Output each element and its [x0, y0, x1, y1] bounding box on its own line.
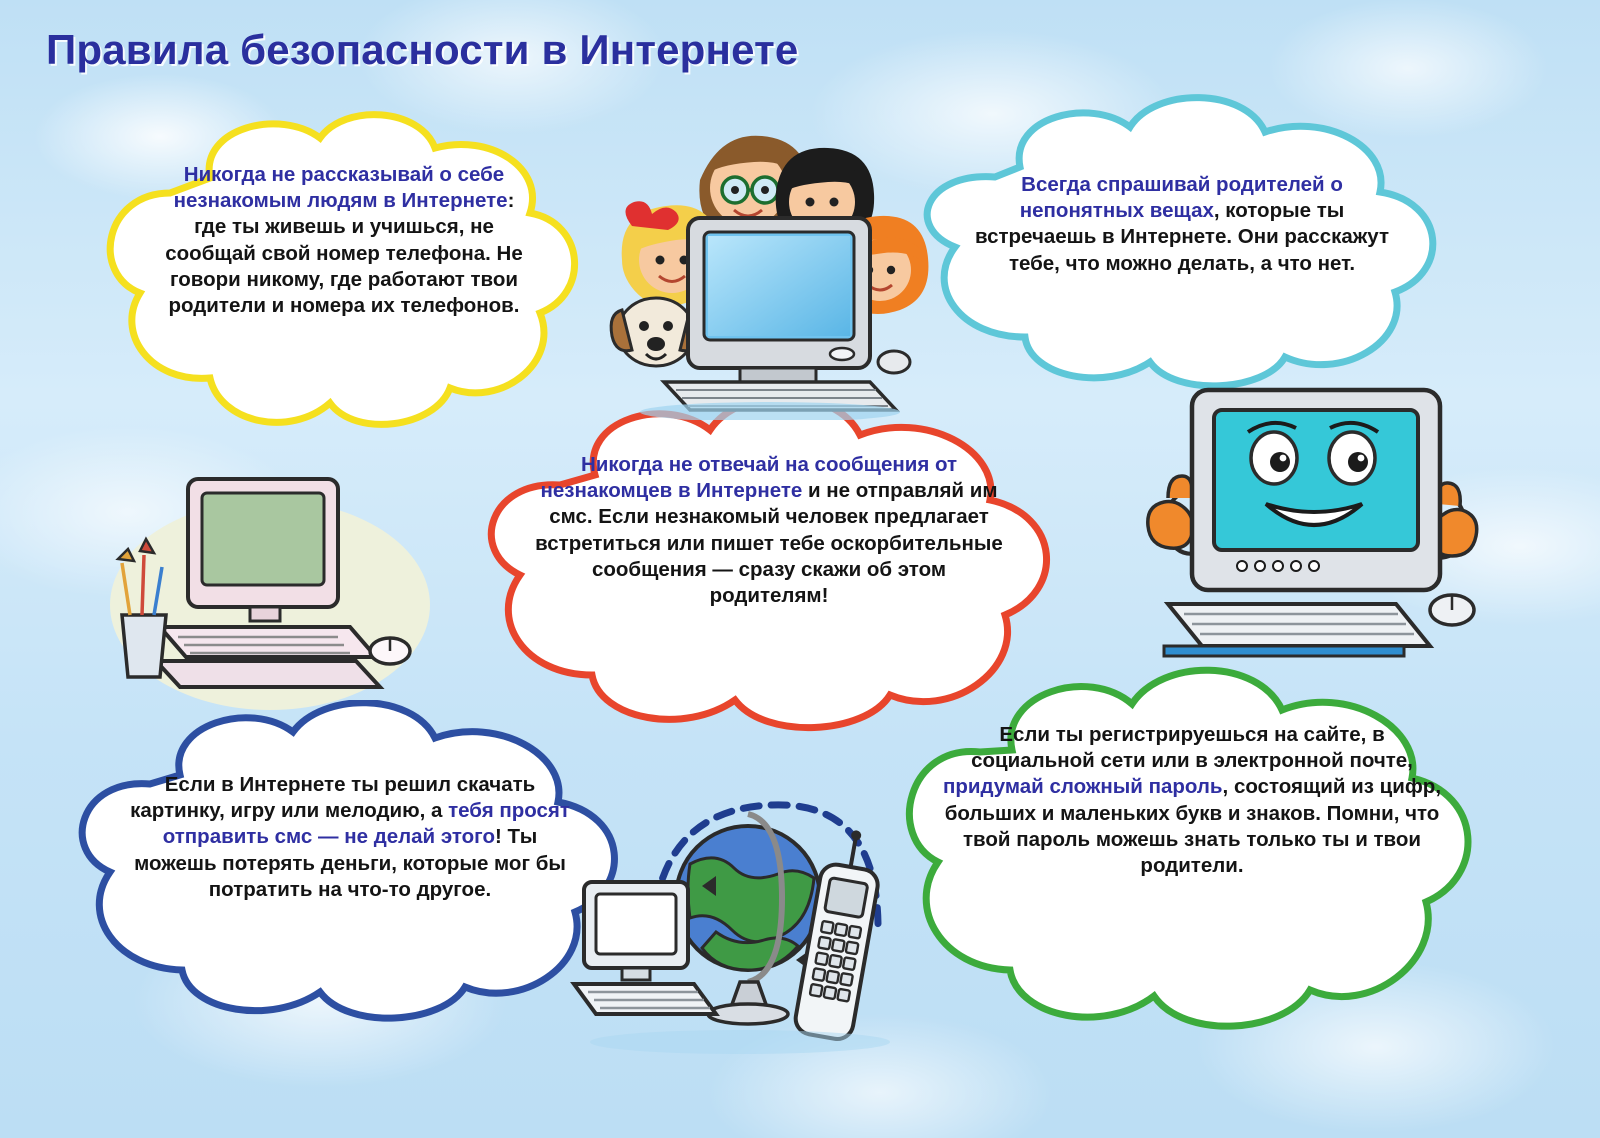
rule-personal-info	[80, 108, 600, 438]
rule-password-body-2: , состоящий из цифр, больших и маленьких букв и знаков. Помни, что твой пароль можешь знать только ты и твои родители.	[944, 775, 1442, 878]
rule-personal-info-highlight: Никогда не рассказывай о себе незнакомым людям в Интернете	[173, 163, 508, 213]
rule-downloads-sms	[50, 700, 650, 1030]
kids-at-computer-illustration	[580, 110, 940, 420]
rule-password-highlight: придумай сложный пароль	[942, 775, 1223, 799]
smiling-computer-character-illustration	[1140, 370, 1490, 680]
rule-strangers-highlight: Никогда не отвечай на сообщения от незнакомцев в Интернете	[540, 453, 958, 503]
rule-strangers-text	[534, 452, 1004, 609]
rule-downloads-text	[130, 772, 570, 903]
rule-personal-info-body: : где ты живешь и учишься, не сообщай свой номер телефона. Не говори никому, где работают твои родители и номера их телефонов.	[165, 189, 523, 318]
rule-downloads-highlight: тебя просят отправить смс — не делай этого	[162, 799, 570, 849]
rule-downloads-body-1: Если в Интернете ты решил скачать картинку, игру или мелодию, а	[130, 773, 536, 823]
rule-ask-parents-body: , которые ты встречаешь в Интернете. Они расскажут тебе, что можно делать, а что нет.	[975, 199, 1389, 275]
rule-ask-parents-text	[972, 172, 1392, 277]
globe-phone-computer-illustration	[570, 790, 910, 1060]
rule-ask-parents-highlight: Всегда спрашивай родителей о непонятных вещах	[1019, 173, 1343, 223]
rule-personal-info-text	[158, 162, 530, 319]
rule-downloads-body-2: ! Ты можешь потерять деньги, которые мог бы потратить на что-то другое.	[134, 825, 566, 901]
rule-strangers-body: и не отправляй им смс. Если незнакомый человек предлагает встретиться или пишет тебе оскорбительные сообщения — сразу скажи об этом родителям!	[535, 479, 1003, 608]
desktop-computer-illustration	[100, 455, 430, 715]
page-title: Правила безопасности в Интернете	[46, 26, 799, 73]
rule-strong-password	[880, 660, 1500, 1040]
rule-ask-parents	[900, 92, 1460, 392]
rule-password-text	[942, 722, 1442, 879]
rule-password-body-1: Если ты регистрируешься на сайте, в социальной сети или в электронной почте,	[971, 723, 1413, 773]
